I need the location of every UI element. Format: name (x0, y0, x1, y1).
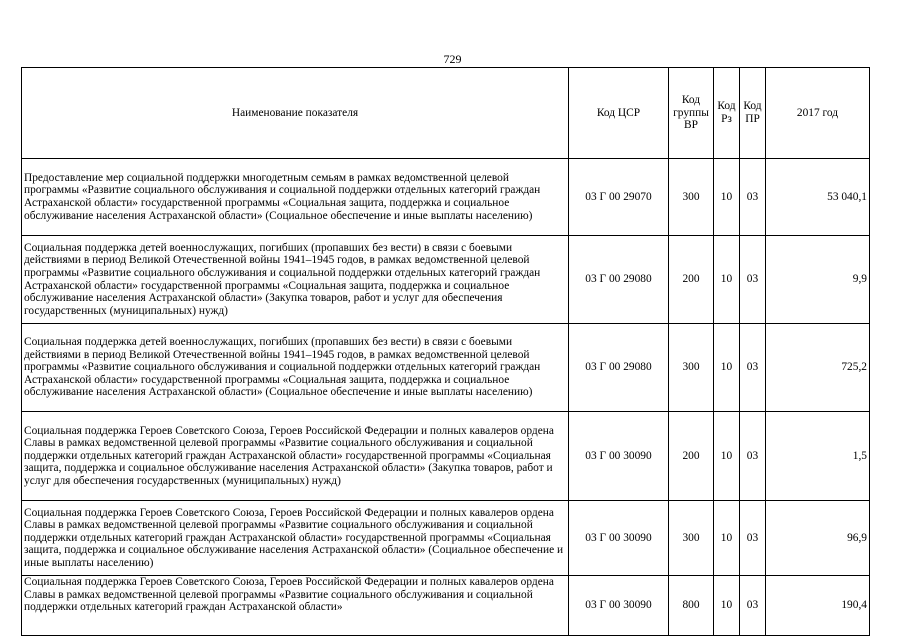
header-rz: Код Рз (714, 68, 740, 159)
row-amount: 96,9 (766, 501, 870, 576)
table-row (22, 324, 870, 412)
budget-table (21, 67, 870, 636)
table-row (22, 412, 870, 501)
row-csr-code: 03 Г 00 29080 (569, 236, 669, 324)
row-vr-code: 300 (669, 501, 714, 576)
row-vr-code: 300 (669, 324, 714, 412)
row-rz-code: 10 (714, 159, 740, 236)
row-vr-code: 200 (669, 236, 714, 324)
row-csr-code: 03 Г 00 29080 (569, 324, 669, 412)
row-name: Социальная поддержка Героев Советского Союза, Героев Российской Федерации и полных кавалеров ордена Славы в рамках ведомственной целевой программы «Развитие социального обслуживания и социальной поддержки отдельных категорий граждан Астраханской области» государственной программы «Социальная защита, поддержка и социальное обслуживание населения Астраханской области» (Социальное обеспечение и иные выплаты населению) (22, 501, 569, 576)
row-name: Социальная поддержка детей военнослужащих, погибших (пропавших без вести) в связи с боевыми действиями в период Великой Отечественной войны 1941–1945 годов, в рамках ведомственной целевой программы «Развитие социального обслуживания и социальной поддержки отдельных категорий граждан Астраханской области» государственной программы «Социальная защита, поддержка и социальное обслуживание населения Астраханской области» (Социальное обеспечение и иные выплаты населению) (22, 324, 569, 412)
row-pr-code: 03 (740, 501, 766, 576)
row-pr-code: 03 (740, 576, 766, 636)
row-rz-code: 10 (714, 236, 740, 324)
row-rz-code: 10 (714, 501, 740, 576)
row-pr-code: 03 (740, 159, 766, 236)
row-pr-code: 03 (740, 236, 766, 324)
row-amount: 1,5 (766, 412, 870, 501)
row-name: Социальная поддержка Героев Советского Союза, Героев Российской Федерации и полных кавалеров ордена Славы в рамках ведомственной целевой программы «Развитие социального обслуживания и социальной поддержки отдельных категорий граждан Астраханской области» государственной программы «Социальная защита, поддержка и социальное обслуживание населения Астраханской области» (Закупка товаров, работ и услуг для обеспечения государственных (муниципальных) нужд) (22, 412, 569, 501)
table-row (22, 236, 870, 324)
row-name: Социальная поддержка детей военнослужащих, погибших (пропавших без вести) в связи с боевыми действиями в период Великой Отечественной войны 1941–1945 годов, в рамках ведомственной целевой программы «Развитие социального обслуживания и социальной поддержки отдельных категорий граждан Астраханской области» государственной программы «Социальная защита, поддержка и социальное обслуживание населения Астраханской области» (Закупка товаров, работ и услуг для обеспечения государственных (муниципальных) нужд) (22, 236, 569, 324)
row-csr-code: 03 Г 00 30090 (569, 412, 669, 501)
page-number: 729 (443, 52, 462, 66)
row-amount: 9,9 (766, 236, 870, 324)
row-name: Предоставление мер социальной поддержки многодетным семьям в рамках ведомственной целевой программы «Развитие социального обслуживания и социальной поддержки отдельных категорий граждан Астраханской области» государственной программы «Социальная защита, поддержка и социальное обслуживание населения Астраханской области» (Социальное обеспечение и иные выплаты населению) (22, 159, 569, 236)
table-header-row (22, 68, 870, 159)
row-pr-code: 03 (740, 412, 766, 501)
header-csr: Код ЦСР (569, 68, 669, 159)
header-year: 2017 год (766, 68, 870, 159)
row-csr-code: 03 Г 00 29070 (569, 159, 669, 236)
header-name: Наименование показателя (22, 68, 569, 159)
row-name: Социальная поддержка Героев Советского Союза, Героев Российской Федерации и полных кавалеров ордена Славы в рамках ведомственной целевой программы «Развитие социального обслуживания и социальной поддержки отдельных категорий граждан Астраханской области» (22, 576, 569, 636)
row-rz-code: 10 (714, 324, 740, 412)
table-row (22, 159, 870, 236)
row-vr-code: 800 (669, 576, 714, 636)
row-pr-code: 03 (740, 324, 766, 412)
row-rz-code: 10 (714, 576, 740, 636)
row-csr-code: 03 Г 00 30090 (569, 576, 669, 636)
row-amount: 190,4 (766, 576, 870, 636)
table-row (22, 501, 870, 576)
row-vr-code: 200 (669, 412, 714, 501)
header-vr: Код группы ВР (669, 68, 714, 159)
row-amount: 725,2 (766, 324, 870, 412)
row-vr-code: 300 (669, 159, 714, 236)
row-csr-code: 03 Г 00 30090 (569, 501, 669, 576)
header-pr: Код ПР (740, 68, 766, 159)
row-rz-code: 10 (714, 412, 740, 501)
table-row (22, 576, 870, 636)
row-amount: 53 040,1 (766, 159, 870, 236)
